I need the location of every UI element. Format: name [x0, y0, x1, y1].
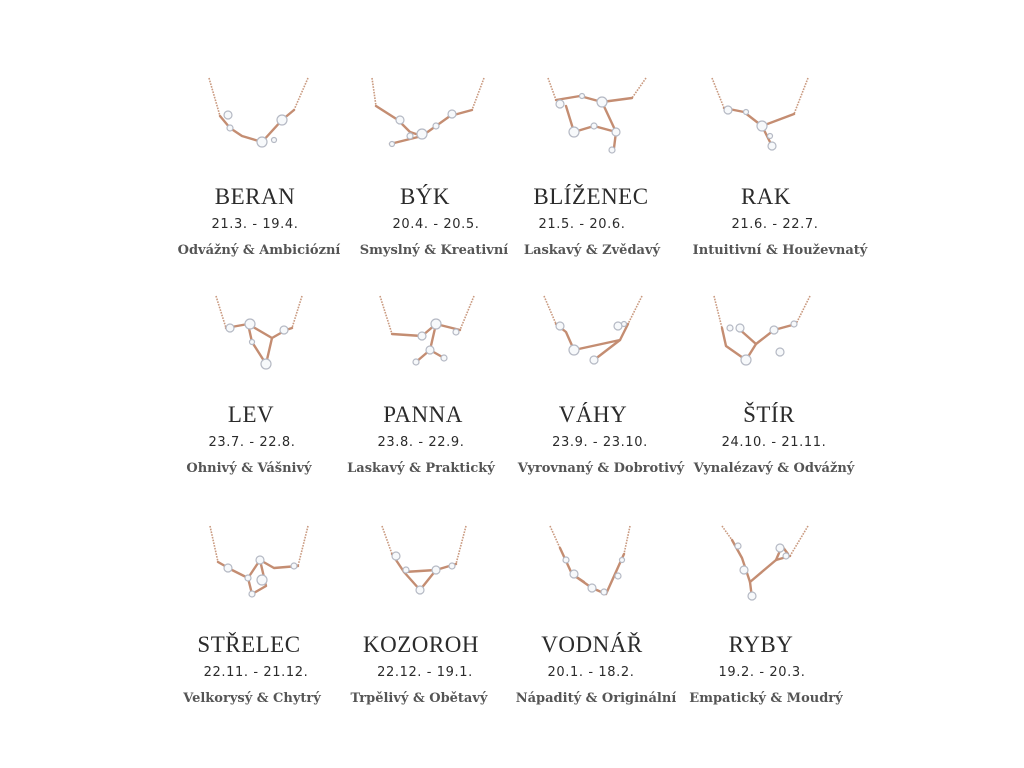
- sign-dates: 23.9. - 23.10.: [552, 435, 648, 450]
- sign-dates: 20.1. - 18.2.: [547, 665, 635, 680]
- sign-name: PANNA: [383, 402, 463, 427]
- capricorn-constellation-necklace-icon: [332, 524, 522, 614]
- sign-name: VÁHY: [558, 402, 628, 427]
- sign-name: KOZOROH: [363, 632, 479, 657]
- sign-name: BERAN: [214, 184, 296, 209]
- taurus-constellation-necklace-icon: [332, 76, 522, 166]
- sign-dates: 22.11. - 21.12.: [203, 665, 309, 680]
- sign-traits: Laskavý & Zvědavý: [523, 243, 661, 258]
- sign-dates: 19.2. - 20.3.: [718, 665, 806, 680]
- sign-name: LEV: [227, 402, 275, 427]
- sign-name: BLÍŽENEC: [533, 184, 649, 209]
- gemini-constellation-necklace-icon: [500, 76, 690, 166]
- sign-traits: Vyrovnaný & Dobrotivý: [517, 461, 685, 476]
- sign-name: BÝK: [399, 184, 451, 209]
- virgo-constellation-necklace-icon: [332, 294, 522, 384]
- sign-dates: 22.12. - 19.1.: [377, 665, 473, 680]
- cancer-constellation-necklace-icon: [670, 76, 860, 166]
- sign-dates: 21.6. - 22.7.: [731, 217, 819, 232]
- sign-name: RAK: [740, 184, 792, 209]
- sign-dates: 23.8. - 22.9.: [377, 435, 465, 450]
- sign-dates: 21.5. - 20.6.: [538, 217, 626, 232]
- sign-traits: Trpělivý & Obětavý: [350, 691, 488, 706]
- sign-traits: Velkorysý & Chytrý: [183, 691, 321, 706]
- sign-dates: 23.7. - 22.8.: [208, 435, 296, 450]
- pisces-constellation-necklace-icon: [670, 524, 860, 614]
- sign-traits: Nápaditý & Originální: [515, 691, 677, 706]
- sign-name: RYBY: [728, 632, 794, 657]
- sign-name: STŘELEC: [197, 632, 301, 657]
- sign-traits: Empatický & Moudrý: [689, 691, 843, 706]
- sign-traits: Ohnivý & Vášnivý: [186, 461, 312, 476]
- scorpio-constellation-necklace-icon: [670, 294, 860, 384]
- aquarius-constellation-necklace-icon: [500, 524, 690, 614]
- sign-traits: Laskavý & Praktický: [347, 461, 495, 476]
- sign-dates: 20.4. - 20.5.: [392, 217, 480, 232]
- sagittarius-constellation-necklace-icon: [162, 524, 352, 614]
- sign-traits: Intuitivní & Houževnatý: [692, 243, 868, 258]
- aries-constellation-necklace-icon: [162, 76, 352, 166]
- sign-name: ŠTÍR: [743, 402, 795, 427]
- sign-dates: 24.10. - 21.11.: [721, 435, 827, 450]
- sign-traits: Vynalézavý & Odvážný: [693, 461, 855, 476]
- sign-dates: 21.3. - 19.4.: [211, 217, 299, 232]
- sign-traits: Odvážný & Ambiciózní: [177, 243, 341, 258]
- sign-traits: Smyslný & Kreativní: [359, 243, 509, 258]
- leo-constellation-necklace-icon: [162, 294, 352, 384]
- libra-constellation-necklace-icon: [500, 294, 690, 384]
- sign-name: VODNÁŘ: [541, 632, 643, 657]
